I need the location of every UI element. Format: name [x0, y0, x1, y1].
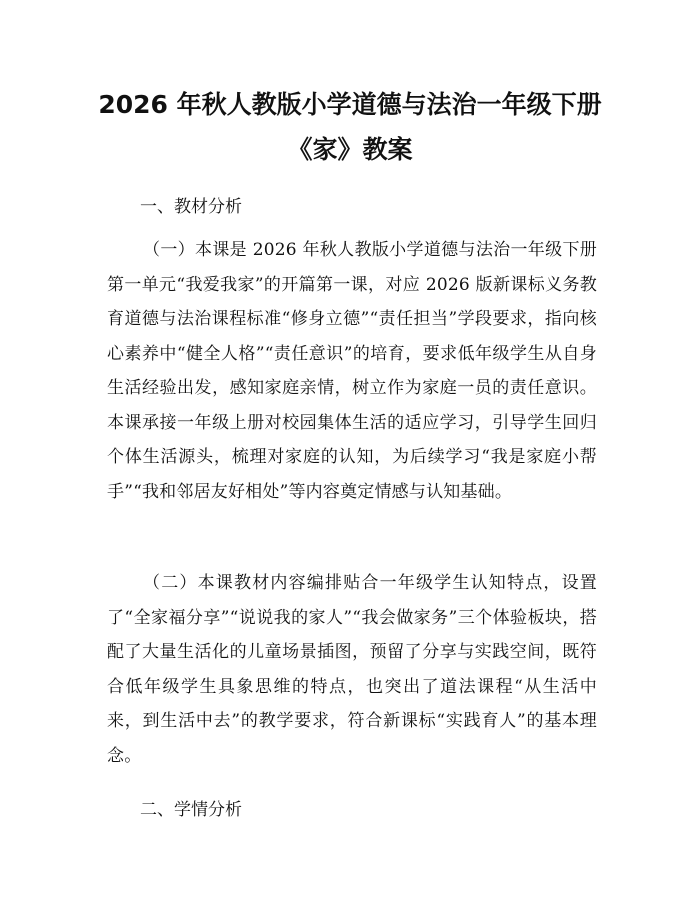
paragraph-textbook-analysis-1: （一）本课是 2026 年秋人教版小学道德与法治一年级下册第一单元“我爱我家”的开篇第一课，对应 2026 版新课标义务教育道德与法治课程标准“修身立德”“责任担当”学段要求，指向核心素养中“健全人格”“责任意识”的培育，要求低年级学生从自身生活经验出发，感知家庭亲情，树立作为家庭一员的责任意识。本课承接一年级上册对校园集体生活的适应学习，引导学生回归个体生活源头，梳理对家庭的认知，为后续学习“我是家庭小帮手”“我和邻居友好相处”等内容奠定情感与认知基础。	[107, 240, 597, 502]
document-title-line-1: 2026 年秋人教版小学道德与法治一年级下册	[98, 90, 602, 119]
section-heading-learner-analysis: 二、学情分析	[140, 800, 242, 820]
section-heading-textbook-analysis: 一、教材分析	[140, 197, 242, 217]
paragraph-textbook-analysis-2: （二）本课教材内容编排贴合一年级学生认知特点，设置了“全家福分享”“说说我的家人”“我会做家务”三个体验板块，搭配了大量生活化的儿童场景插图，预留了分享与实践空间，既符合低年级学生具象思维的特点，也突出了道法课程“从生活中来，到生活中去”的教学要求，符合新课标“实践育人”的基本理念。	[107, 573, 597, 766]
document-title-line-2: 《家》教案	[287, 135, 413, 164]
